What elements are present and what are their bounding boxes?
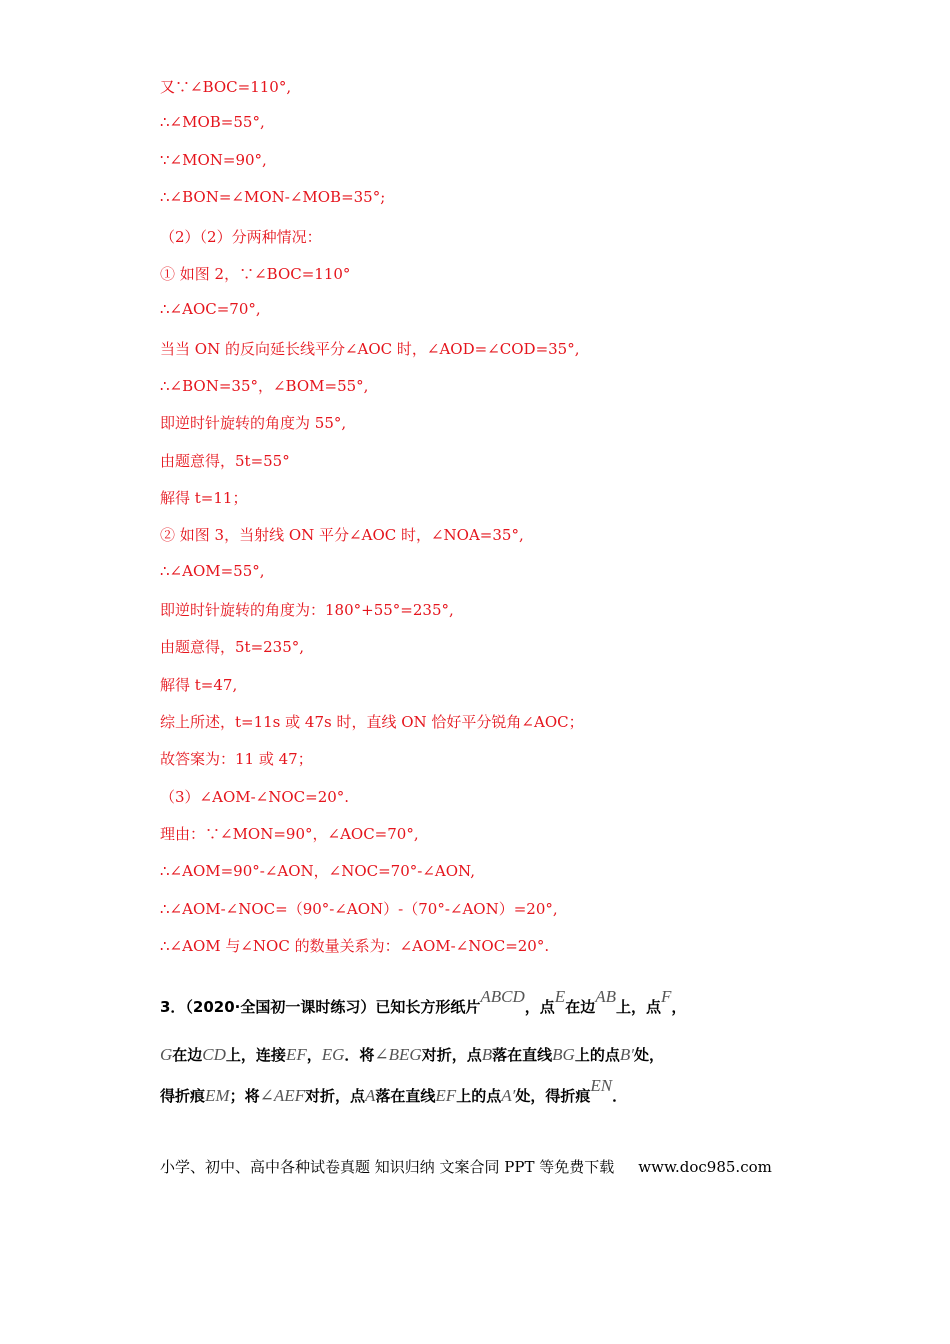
solution-line: 即逆时针旋转的角度为 55°, — [160, 414, 347, 432]
solution-line: ∴∠AOM-∠NOC=（90°-∠AON）-（70°-∠AON）=20°, — [160, 900, 558, 918]
solution-line: ∴∠MOB=55°, — [160, 113, 265, 131]
solution-line: ∴∠AOM 与∠NOC 的数量关系为：∠AOM-∠NOC=20°. — [160, 937, 550, 955]
math-symbol: A — [365, 1086, 376, 1105]
solution-line: 由题意得，5t=235°, — [160, 638, 305, 656]
solution-line: ∵∠MON=90°, — [160, 151, 267, 169]
math-symbol: ∠BEG — [374, 1045, 422, 1064]
problem-text: 对折，点 — [304, 1087, 365, 1105]
math-symbol: AB — [595, 987, 616, 1006]
solution-line: 故答案为：11 或 47； — [160, 750, 313, 768]
problem-3-line-3 — [160, 1076, 628, 1106]
problem-text: ， — [306, 1046, 322, 1064]
math-symbol: CD — [202, 1045, 226, 1064]
problem-text: 在边 — [565, 998, 596, 1016]
solution-line: 又∵∠BOC=110°, — [160, 78, 292, 96]
solution-line: 解得 t=11； — [160, 489, 248, 507]
math-symbol: F — [661, 987, 672, 1006]
problem-text: 3．（2020·全国初一课时练习）已知长方形纸片 — [160, 998, 481, 1016]
solution-line: ∴∠BON=∠MON-∠MOB=35°; — [160, 188, 386, 206]
math-symbol: EM — [205, 1086, 230, 1105]
solution-line: ∴∠AOM=90°-∠AON，∠NOC=70°-∠AON, — [160, 862, 475, 880]
problem-text: 上的点 — [456, 1087, 502, 1105]
problem-text: 上的点 — [574, 1046, 620, 1064]
problem-text: 上，连接 — [225, 1046, 286, 1064]
page-footer — [160, 1156, 772, 1177]
problem-3-line-1 — [160, 987, 687, 1017]
solution-line: 理由：∵∠MON=90°，∠AOC=70°, — [160, 825, 419, 843]
solution-line: ∴∠BON=35°，∠BOM=55°, — [160, 377, 369, 395]
problem-text: ． — [612, 1087, 628, 1105]
problem-text: 落在直线 — [375, 1087, 436, 1105]
footer-text: 小学、初中、高中各种试卷真题 知识归纳 文案合同 PPT 等免费下载 — [160, 1158, 615, 1176]
math-symbol: EF — [285, 1045, 307, 1064]
problem-text: ， — [671, 998, 687, 1016]
solution-line: ∴∠AOC=70°, — [160, 300, 261, 318]
math-symbol: ∠AEF — [259, 1086, 305, 1105]
solution-line: （3）∠AOM-∠NOC=20°. — [160, 788, 350, 806]
solution-line: 解得 t=47, — [160, 676, 238, 694]
solution-line: 即逆时针旋转的角度为：180°+55°=235°, — [160, 601, 454, 619]
math-symbol: BG — [552, 1045, 575, 1064]
math-symbol: G — [160, 1045, 173, 1064]
solution-line: ∴∠AOM=55°, — [160, 562, 265, 580]
problem-text: 上，点 — [615, 998, 661, 1016]
problem-3-line-2 — [160, 1044, 664, 1065]
footer-link[interactable]: www.doc985.com — [638, 1158, 772, 1176]
solution-line: 由题意得，5t=55° — [160, 452, 290, 470]
math-symbol: EF — [435, 1086, 457, 1105]
solution-line: ② 如图 3，当射线 ON 平分∠AOC 时，∠NOA=35°, — [160, 526, 524, 544]
math-symbol: EN — [590, 1076, 613, 1095]
problem-text: 处， — [633, 1046, 664, 1064]
problem-text: ；将 — [229, 1087, 260, 1105]
solution-line: 综上所述，t=11s 或 47s 时，直线 ON 恰好平分锐角∠AOC； — [160, 713, 584, 731]
problem-text: ．将 — [344, 1046, 375, 1064]
solution-line: 当当 ON 的反向延长线平分∠AOC 时，∠AOD=∠COD=35°, — [160, 340, 580, 358]
math-symbol: E — [554, 987, 566, 1006]
problem-text: 对折，点 — [421, 1046, 482, 1064]
problem-text: 在边 — [172, 1046, 203, 1064]
math-symbol: ABCD — [480, 987, 525, 1006]
math-symbol: B — [481, 1045, 493, 1064]
solution-line: ① 如图 2，∵∠BOC=110° — [160, 265, 351, 283]
problem-text: 得折痕 — [160, 1087, 206, 1105]
solution-line: （2）（2）分两种情况： — [160, 228, 322, 246]
math-symbol: B′ — [619, 1045, 634, 1064]
math-symbol: A′ — [501, 1086, 516, 1105]
math-symbol: EG — [321, 1045, 345, 1064]
problem-text: 落在直线 — [492, 1046, 553, 1064]
problem-text: 处，得折痕 — [515, 1087, 591, 1105]
problem-text: ，点 — [524, 998, 555, 1016]
